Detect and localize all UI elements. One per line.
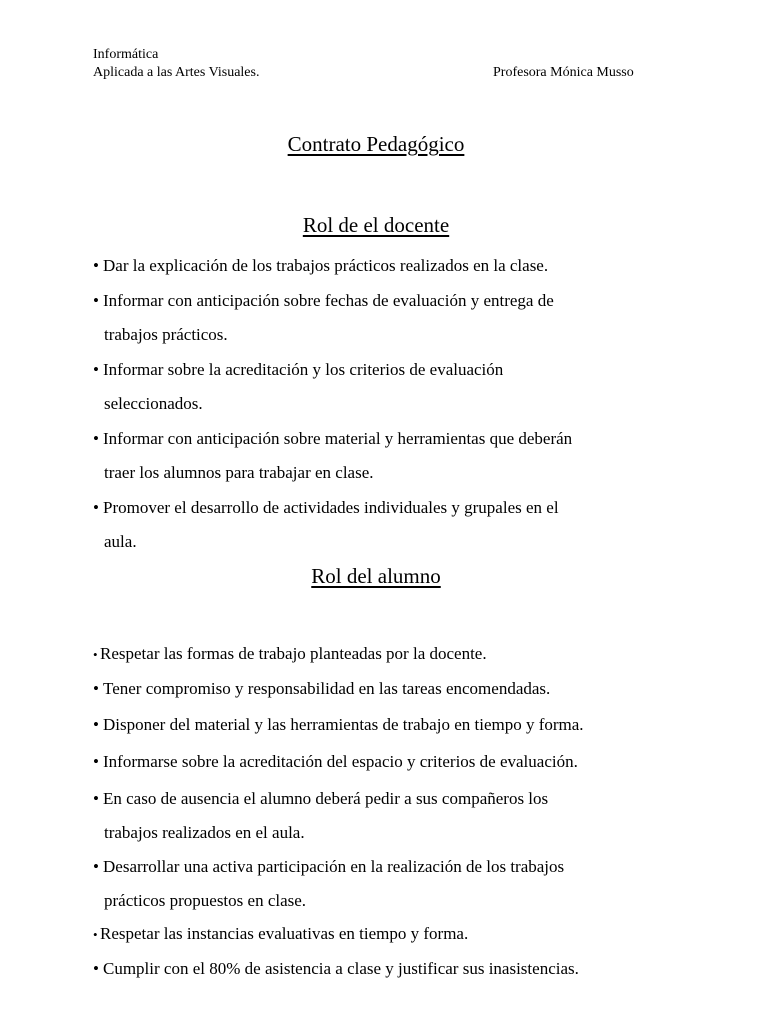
item-text: Informar con anticipación sobre material y herramientas que deberán bbox=[103, 429, 573, 448]
alumno-item bbox=[93, 917, 673, 952]
bullet-icon: • bbox=[93, 715, 99, 734]
item-text-continued: prácticos propuestos en clase. bbox=[104, 891, 307, 910]
bullet-icon: • bbox=[93, 789, 99, 808]
bullet-icon: • bbox=[93, 360, 99, 379]
alumno-item bbox=[93, 782, 673, 850]
docente-item bbox=[93, 284, 673, 352]
item-text-continued: trabajos prácticos. bbox=[104, 325, 228, 344]
docente-item bbox=[93, 249, 673, 283]
subject-line-2: Aplicada a las Artes Visuales. bbox=[93, 65, 260, 80]
item-text-continued: seleccionados. bbox=[104, 394, 203, 413]
item-text: Tener compromiso y responsabilidad en las tareas encomendadas. bbox=[103, 679, 551, 698]
bullet-icon: • bbox=[93, 647, 98, 662]
bullet-icon: • bbox=[93, 752, 99, 771]
item-text-continued: traer los alumnos para trabajar en clase. bbox=[104, 463, 374, 482]
alumno-item bbox=[93, 637, 673, 672]
item-text: Dar la explicación de los trabajos prácticos realizados en la clase. bbox=[103, 256, 549, 275]
bullet-icon: • bbox=[93, 927, 98, 942]
docente-item bbox=[93, 422, 673, 490]
bullet-icon: • bbox=[93, 429, 99, 448]
docente-item bbox=[93, 353, 673, 421]
document-title: Contrato Pedagógico bbox=[287, 132, 465, 156]
alumno-item bbox=[93, 672, 673, 706]
bullet-icon: • bbox=[93, 291, 99, 310]
item-text: En caso de ausencia el alumno deberá pedir a sus compañeros los bbox=[103, 789, 549, 808]
item-text: Informar con anticipación sobre fechas de evaluación y entrega de bbox=[103, 291, 554, 310]
item-text: Respetar las formas de trabajo planteadas por la docente. bbox=[100, 644, 487, 663]
item-text: Desarrollar una activa participación en la realización de los trabajos bbox=[103, 857, 565, 876]
item-text: Cumplir con el 80% de asistencia a clase y justificar sus inasistencias. bbox=[103, 959, 579, 978]
item-text-continued: aula. bbox=[104, 532, 137, 551]
bullet-icon: • bbox=[93, 857, 99, 876]
alumno-item bbox=[93, 952, 673, 986]
bullet-icon: • bbox=[93, 256, 99, 275]
bullet-icon: • bbox=[93, 959, 99, 978]
item-text: Disponer del material y las herramientas de trabajo en tiempo y forma. bbox=[103, 715, 584, 734]
item-text: Informar sobre la acreditación y los criterios de evaluación bbox=[103, 360, 504, 379]
item-text: Promover el desarrollo de actividades individuales y grupales en el bbox=[103, 498, 559, 517]
subject-line-1: Informática bbox=[93, 47, 159, 62]
item-text: Respetar las instancias evaluativas en tiempo y forma. bbox=[100, 924, 469, 943]
docente-item bbox=[93, 491, 673, 559]
alumno-item bbox=[93, 850, 673, 918]
alumno-item bbox=[93, 708, 673, 742]
section-heading-docente: Rol de el docente bbox=[302, 213, 450, 237]
bullet-icon: • bbox=[93, 679, 99, 698]
item-text: Informarse sobre la acreditación del espacio y criterios de evaluación. bbox=[103, 752, 578, 771]
item-text-continued: trabajos realizados en el aula. bbox=[104, 823, 305, 842]
section-heading-alumno: Rol del alumno bbox=[311, 564, 441, 588]
alumno-item bbox=[93, 745, 673, 779]
bullet-icon: • bbox=[93, 498, 99, 517]
teacher-name: Profesora Mónica Musso bbox=[493, 65, 634, 80]
